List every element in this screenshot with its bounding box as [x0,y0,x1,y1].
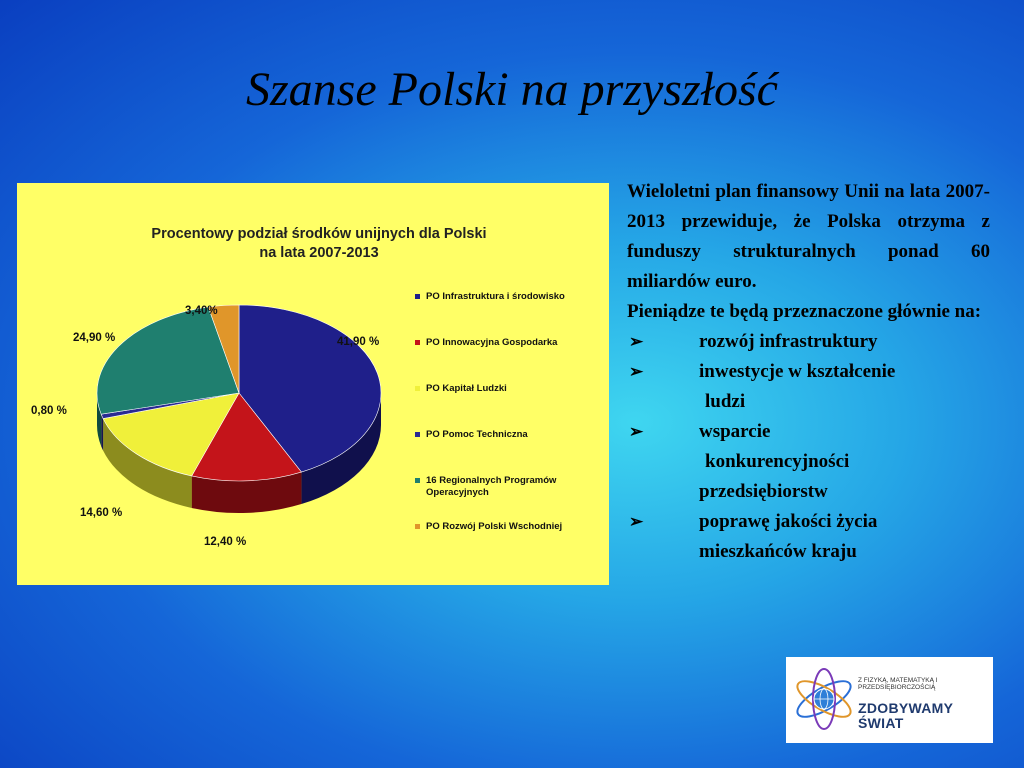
data-label-pomoc-techniczna: 0,80 % [31,405,67,417]
legend-swatch [415,478,420,483]
arrow-bullet-icon: ➢ [629,362,644,381]
data-label-polska-wschodnia: 3,40% [185,305,218,317]
bullet-text-continued: mieszkańców kraju [699,541,857,562]
list-item [627,327,990,357]
list-item [627,507,990,567]
legend-swatch [415,524,420,529]
bullet-text: rozwój infrastruktury [699,331,878,352]
bullet-text-continued: przedsiębiorstw [699,481,828,502]
chart-title-line2: na lata 2007-2013 [259,245,379,261]
arrow-bullet-icon: ➢ [629,422,644,441]
legend-swatch [415,432,420,437]
data-label-kapital-ludzki: 14,60 % [80,507,123,519]
arrow-bullet-icon: ➢ [629,332,644,351]
logo-title-line2: ŚWIAT [858,715,904,731]
legend-label: PO Rozwój Polski Wschodniej [426,521,563,532]
bullet-text-continued: konkurencyjności [705,451,850,472]
chart-title [119,225,519,263]
legend-label: PO Infrastruktura i środowisko [426,291,565,302]
legend-swatch [415,386,420,391]
list-item [627,417,990,507]
legend-label: PO Innowacyjna Gospodarka [426,337,558,348]
pie-chart [17,183,609,585]
data-label-innowacyjna: 12,40 % [204,536,247,548]
data-label-regionalne: 24,90 % [73,332,116,344]
purpose-paragraph: Pieniądze te będą przeznaczone głównie na: [627,301,982,322]
legend-label: PO Pomoc Techniczna [426,429,528,440]
logo-title [858,701,992,731]
legend-swatch [415,340,420,345]
data-label-infrastruktura: 41,90 % [337,336,380,348]
legend-label: PO Kapitał Ludzki [426,383,507,394]
logo-tagline: Z FIZYKĄ, MATEMATYKĄ I PRZEDSIĘBIORCZOŚCIĄ [858,677,938,691]
intro-paragraph: Wieloletni plan finansowy Unii na lata 2007-2013 przewiduje, że Polska otrzyma z funduszy strukturalnych ponad 60 miliardów euro. [627,181,990,292]
text-panel [627,177,990,567]
bullet-list [627,327,990,567]
project-logo [786,657,993,743]
bullet-text: inwestycje w kształcenie [699,361,896,382]
arrow-bullet-icon: ➢ [629,512,644,531]
legend-label: 16 Regionalnych Programów Operacyjnych [426,475,557,498]
list-item [627,357,990,417]
bullet-text-continued: ludzi [705,391,746,412]
bullet-text: wsparcie [699,421,771,442]
logo-title-line1: ZDOBYWAMY [858,700,954,716]
legend-swatch [415,294,420,299]
pie-slice-side [101,414,103,450]
bullet-text: poprawę jakości życia [699,511,878,532]
slide-title: Szanse Polski na przyszłość [246,63,778,116]
chart-title-line1: Procentowy podział środków unijnych dla Polski [151,226,487,242]
